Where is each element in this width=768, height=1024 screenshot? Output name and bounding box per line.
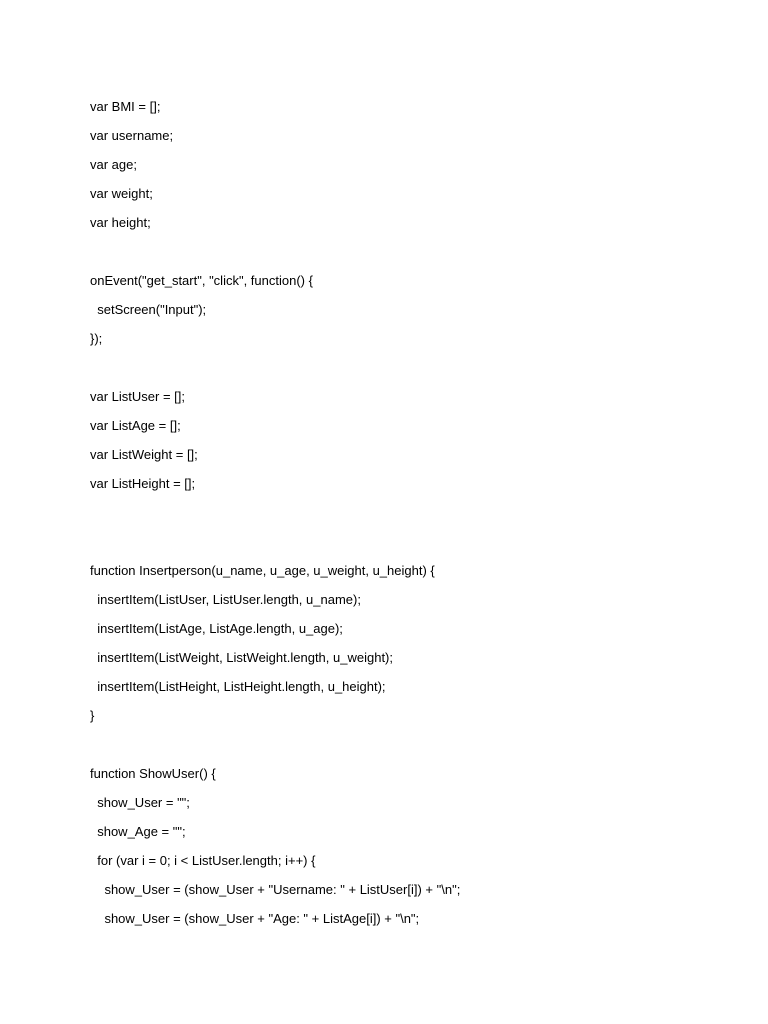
document-page xyxy=(90,92,730,933)
code-line: var age; xyxy=(90,157,137,172)
code-line: insertItem(ListUser, ListUser.length, u_name); xyxy=(90,592,361,607)
code-line: var ListWeight = []; xyxy=(90,447,198,462)
code-line: var ListHeight = []; xyxy=(90,476,196,491)
code-line: var weight; xyxy=(90,186,153,201)
code-line: } xyxy=(90,708,95,723)
code-line: show_User = (show_User + "Username: " + ListUser[i]) + "\n"; xyxy=(90,882,461,897)
code-line: show_User = (show_User + "Age: " + ListAge[i]) + "\n"; xyxy=(90,911,420,926)
code-line: for (var i = 0; i < ListUser.length; i++) { xyxy=(90,853,316,868)
code-line: var ListAge = []; xyxy=(90,418,181,433)
code-line: var BMI = []; xyxy=(90,99,161,114)
blank-line xyxy=(90,730,730,759)
code-line: setScreen("Input"); xyxy=(90,302,207,317)
blank-line xyxy=(90,237,730,266)
code-line: var ListUser = []; xyxy=(90,389,185,404)
code-line: function ShowUser() { xyxy=(90,766,216,781)
code-line: var username; xyxy=(90,128,174,143)
blank-line xyxy=(90,353,730,382)
code-line: onEvent("get_start", "click", function() { xyxy=(90,273,313,288)
blank-line xyxy=(90,527,730,556)
code-line: var height; xyxy=(90,215,151,230)
code-line: show_Age = ""; xyxy=(90,824,186,839)
code-line: insertItem(ListWeight, ListWeight.length, u_weight); xyxy=(90,650,393,665)
code-line: insertItem(ListAge, ListAge.length, u_age); xyxy=(90,621,343,636)
code-line: }); xyxy=(90,331,103,346)
blank-line xyxy=(90,498,730,527)
code-line: insertItem(ListHeight, ListHeight.length, u_height); xyxy=(90,679,386,694)
code-line: show_User = ""; xyxy=(90,795,190,810)
code-line: function Insertperson(u_name, u_age, u_weight, u_height) { xyxy=(90,563,435,578)
